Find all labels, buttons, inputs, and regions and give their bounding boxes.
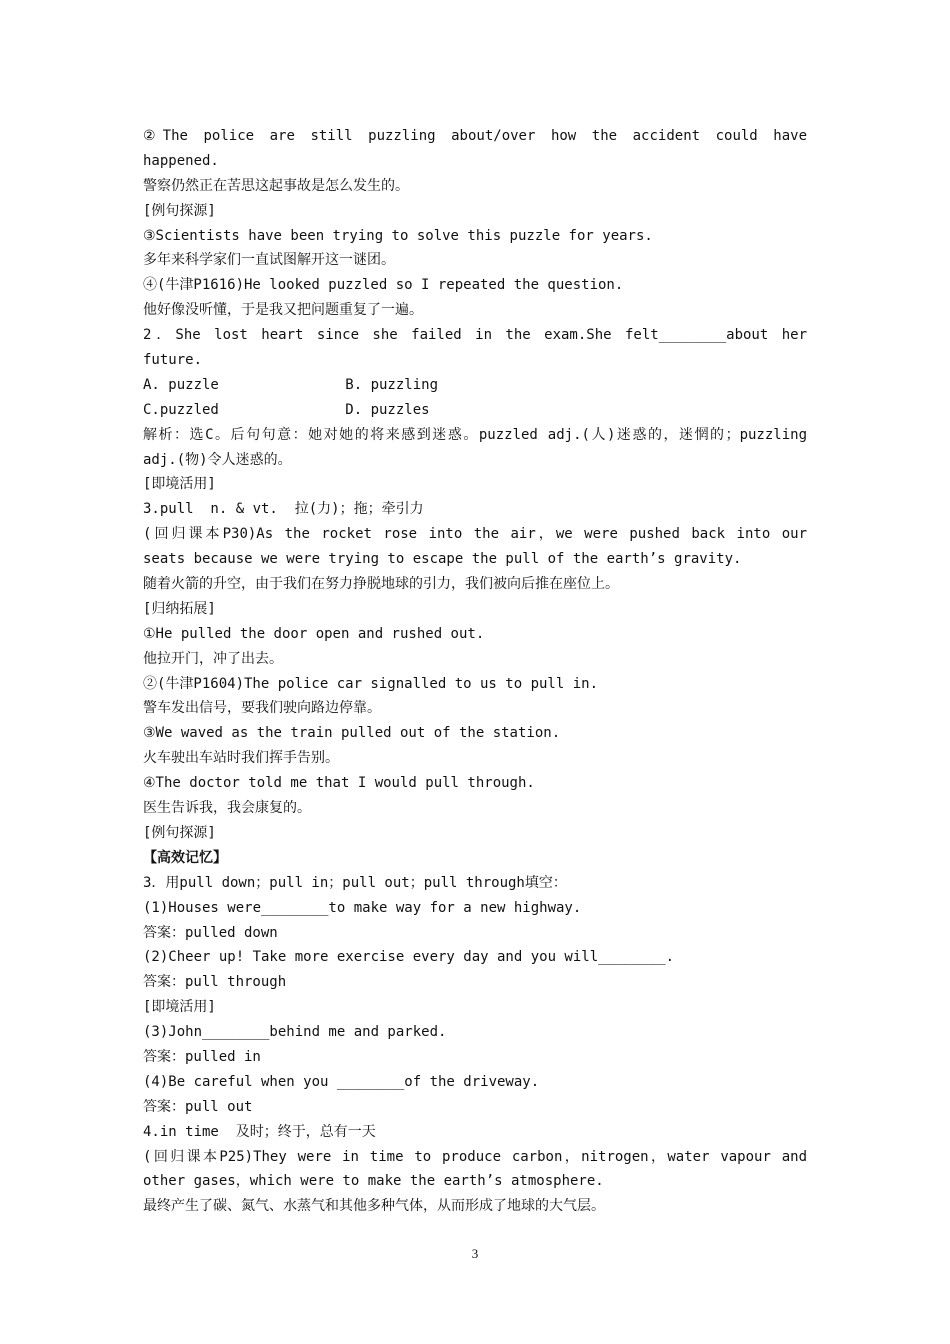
text-line: 【高效记忆】: [143, 849, 227, 866]
text-line: ②(牛津P1604)The police car signalled to us to pull in.: [143, 675, 599, 692]
text-line: other gases，which were to make the earth’s atmosphere.: [143, 1173, 604, 1190]
text-line: 答案：pulled in: [143, 1048, 261, 1065]
text-line: future.: [143, 352, 203, 369]
text-line: ②The police are still puzzling about/over how the accident could have: [143, 128, 807, 144]
text-line: A. puzzle B. puzzling: [143, 376, 439, 393]
text-line: [例句探源]: [143, 202, 216, 219]
text-line: (回归课本P25)They were in time to produce carbon，nitrogen，water vapour and: [143, 1148, 807, 1165]
text-line: 警车发出信号，要我们驶向路边停靠。: [143, 700, 381, 717]
document-body: [143, 124, 807, 1219]
text-line: 答案：pulled down: [143, 924, 278, 941]
text-line: (回归课本P30)As the rocket rose into the air，we were pushed back into our: [143, 526, 807, 543]
text-line: 3．用pull down；pull in；pull out；pull through填空：: [143, 874, 567, 891]
text-line: 医生告诉我，我会康复的。: [143, 800, 311, 817]
page-number: 3: [471, 1246, 479, 1261]
text-line: 2．She lost heart since she failed in the exam.She felt________about her: [143, 327, 807, 344]
text-line: 他拉开门，冲了出去。: [143, 650, 283, 667]
text-line: C.puzzled D. puzzles: [143, 401, 430, 418]
text-line: 答案：pull out: [143, 1098, 253, 1115]
text-line: 他好像没听懂，于是我又把问题重复了一遍。: [143, 302, 423, 319]
text-line: [例句探源]: [143, 824, 216, 841]
text-line: (3)John________behind me and parked.: [143, 1024, 447, 1041]
text-line: (4)Be careful when you ________of the driveway.: [143, 1073, 540, 1090]
text-line: (1)Houses were________to make way for a new highway.: [143, 899, 582, 916]
text-line: [即境活用]: [143, 476, 216, 493]
text-line: happened.: [143, 152, 219, 169]
text-line: 解析：选C。后句句意：她对她的将来感到迷惑。puzzled adj.(人)迷惑的，迷惘的；puzzling: [143, 426, 807, 443]
text-line: adj.(物)令人迷惑的。: [143, 451, 292, 468]
text-line: 3.pull n. & vt. 拉(力)；拖；牵引力: [143, 501, 424, 518]
text-line: 警察仍然正在苦思这起事故是怎么发生的。: [143, 177, 409, 194]
text-line: 答案：pull through: [143, 974, 287, 991]
text-line: [归纳拓展]: [143, 600, 216, 617]
text-line: ③Scientists have been trying to solve this puzzle for years.: [143, 227, 653, 244]
text-line: 4.in time 及时；终于，总有一天: [143, 1123, 376, 1140]
text-line: 最终产生了碳、氮气、水蒸气和其他多种气体，从而形成了地球的大气层。: [143, 1198, 605, 1215]
text-line: ③We waved as the train pulled out of the station.: [143, 725, 561, 742]
text-line: 随着火箭的升空，由于我们在努力挣脱地球的引力，我们被向后推在座位上。: [143, 576, 619, 593]
text-line: ④(牛津P1616)He looked puzzled so I repeated the question.: [143, 277, 624, 294]
text-line: 火车驶出车站时我们挥手告别。: [143, 750, 339, 767]
text-line: seats because we were trying to escape the pull of the earth’s gravity.: [143, 551, 742, 568]
text-line: ①He pulled the door open and rushed out.: [143, 625, 485, 642]
text-line: 多年来科学家们一直试图解开这一谜团。: [143, 252, 395, 269]
text-line: [即境活用]: [143, 999, 216, 1016]
text-line: ④The doctor told me that I would pull through.: [143, 775, 535, 792]
text-line: (2)Cheer up! Take more exercise every day and you will________.: [143, 949, 675, 966]
